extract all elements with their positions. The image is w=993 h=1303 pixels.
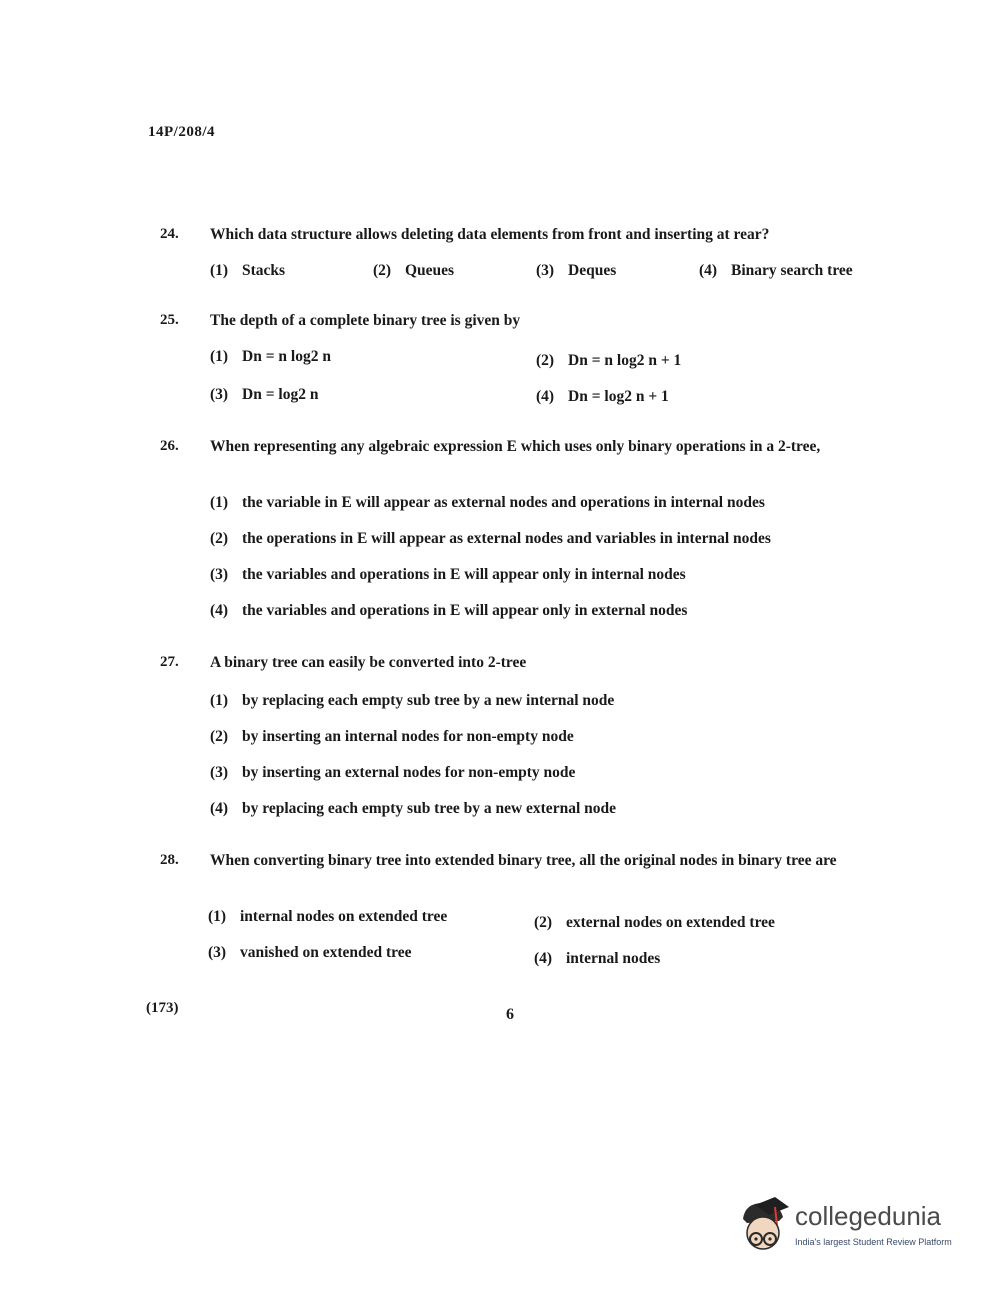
question-text: Which data structure allows deleting data elements from front and inserting at rear? [210, 226, 770, 243]
paper-code: 14P/208/4 [148, 124, 215, 140]
option-3: (3) Deques [536, 262, 617, 279]
logo-name: collegedunia [795, 1201, 942, 1231]
option-2: (2) external nodes on extended tree [534, 914, 775, 931]
question-number: 28. [160, 852, 179, 868]
question-number: 24. [160, 226, 179, 242]
option-4: (4) the variables and operations in E will appear only in external nodes [210, 602, 688, 619]
option-4: (4) Dn = log2 n + 1 [536, 388, 669, 405]
collegedunia-logo [735, 1195, 965, 1257]
option-3: (3) vanished on extended tree [208, 944, 412, 961]
question-number: 27. [160, 654, 179, 670]
question-number: 25. [160, 312, 179, 328]
option-2: (2) Dn = n log2 n + 1 [536, 352, 682, 369]
option-4: (4) by replacing each empty sub tree by a new external node [210, 800, 616, 817]
option-3: (3) by inserting an external nodes for non-empty node [210, 764, 576, 781]
question-text: When representing any algebraic expression E which uses only binary operations in a 2-tree, [210, 438, 821, 455]
page-number: 6 [506, 1006, 514, 1023]
option-1: (1) internal nodes on extended tree [208, 908, 448, 925]
logo-tagline: India's largest Student Review Platform [795, 1237, 952, 1247]
option-4: (4) Binary search tree [699, 262, 853, 279]
option-1: (1) Dn = n log2 n [210, 348, 331, 365]
option-2: (2) by inserting an internal nodes for non-empty node [210, 728, 574, 745]
option-1: (1) Stacks [210, 262, 286, 279]
option-3: (3) Dn = log2 n [210, 386, 319, 403]
question-text: A binary tree can easily be converted into 2-tree [210, 654, 527, 671]
option-1: (1) by replacing each empty sub tree by a new internal node [210, 692, 615, 709]
option-2: (2) Queues [373, 262, 455, 279]
option-3: (3) the variables and operations in E will appear only in internal nodes [210, 566, 686, 583]
option-1: (1) the variable in E will appear as external nodes and operations in internal nodes [210, 494, 765, 511]
booklet-number: (173) [146, 1000, 179, 1016]
option-4: (4) internal nodes [534, 950, 661, 967]
option-2: (2) the operations in E will appear as external nodes and variables in internal nodes [210, 530, 771, 547]
question-text: The depth of a complete binary tree is given by [210, 312, 521, 329]
question-number: 26. [160, 438, 179, 454]
mascot-icon [735, 1195, 793, 1257]
question-text: When converting binary tree into extended binary tree, all the original nodes in binary tree are [210, 852, 837, 869]
